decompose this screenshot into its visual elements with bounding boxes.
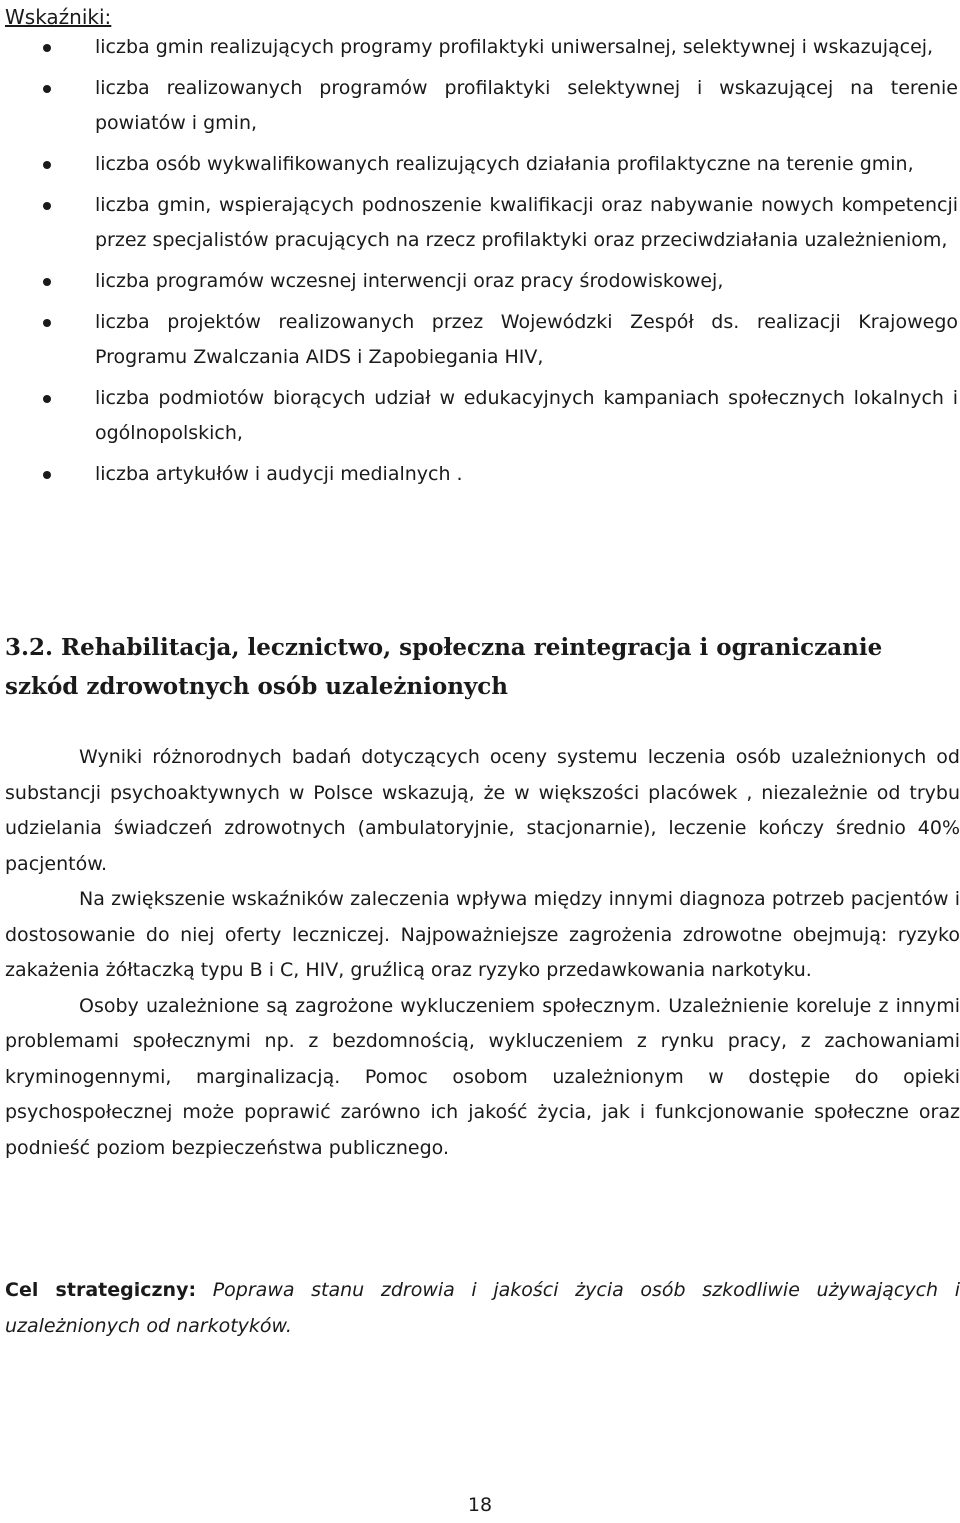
bullet-icon	[43, 202, 51, 210]
bullet-icon	[43, 395, 51, 403]
section-heading: 3.2. Rehabilitacja, lecznictwo, społeczna reintegracja i ograniczanie szkód zdrowotnych osób uzależnionych	[5, 634, 883, 700]
page-number: 18	[467, 1494, 493, 1516]
strategic-goal	[5, 1272, 960, 1344]
list-item-text: liczba gmin realizujących programy profilaktyki uniwersalnej, selektywnej i wskazującej,	[95, 36, 934, 58]
list-item	[0, 457, 960, 492]
bullet-icon	[43, 278, 51, 286]
strategic-goal-text: Poprawa stanu zdrowia i jakości życia osób szkodliwie używających i uzależnionych od narkotyków.	[5, 1279, 960, 1337]
indicators-heading: Wskaźniki:	[5, 5, 112, 29]
list-item-text: liczba programów wczesnej interwencji oraz pracy środowiskowej,	[95, 270, 724, 292]
list-item	[0, 264, 960, 299]
strategic-goal-label: Cel strategiczny:	[5, 1279, 197, 1301]
bullet-icon	[43, 319, 51, 327]
list-item-text: liczba podmiotów biorących udział w edukacyjnych kampaniach społecznych lokalnych i ogólnopolskich,	[95, 387, 958, 444]
list-item-text: liczba realizowanych programów profilaktyki selektywnej i wskazującej na terenie powiatów i gmin,	[95, 77, 958, 134]
list-item	[0, 30, 960, 65]
list-item-text: liczba osób wykwalifikowanych realizujących działania profilaktyczne na terenie gmin,	[95, 153, 914, 175]
list-item	[0, 147, 960, 182]
paragraph: Wyniki różnorodnych badań dotyczących oceny systemu leczenia osób uzależnionych od substancji psychoaktywnych w Polsce wskazują, że w większości placówek , niezależnie od trybu udzielania świadczeń zdrowotnych (ambulatoryjnie, stacjonarnie), leczenie kończy średnio 40% pacjentów.	[5, 746, 960, 875]
indicators-list	[0, 30, 960, 498]
body-text	[5, 740, 960, 1166]
list-item	[0, 188, 960, 258]
list-item-text: liczba gmin, wspierających podnoszenie kwalifikacji oraz nabywanie nowych kompetencji przez specjalistów pracujących na rzecz profilaktyki oraz przeciwdziałania uzależnieniom,	[95, 194, 958, 251]
bullet-icon	[43, 44, 51, 52]
list-item-text: liczba projektów realizowanych przez Wojewódzki Zespół ds. realizacji Krajowego Programu Zwalczania AIDS i Zapobiegania HIV,	[95, 311, 958, 368]
paragraph: Osoby uzależnione są zagrożone wykluczeniem społecznym. Uzależnienie koreluje z innymi problemami społecznymi np. z bezdomnością, wykluczeniem z rynku pracy, z zachowaniami kryminogennymi, marginalizacją. Pomoc osobom uzależnionym w dostępie do opieki psychospołecznej może poprawić zarówno ich jakość życia, jak i funkcjonowanie społeczne oraz podnieść poziom bezpieczeństwa publicznego.	[5, 994, 960, 1159]
list-item-text: liczba artykułów i audycji medialnych .	[95, 463, 463, 485]
bullet-icon	[43, 161, 51, 169]
list-item	[0, 71, 960, 141]
list-item	[0, 305, 960, 375]
bullet-icon	[43, 471, 51, 479]
paragraph: Na zwiększenie wskaźników zaleczenia wpływa między innymi diagnoza potrzeb pacjentów i dostosowanie do niej oferty leczniczej. Najpoważniejsze zagrożenia zdrowotne obejmują: ryzyko zakażenia żółtaczką typu B i C, HIV, gruźlicą oraz ryzyko przedawkowania narkotyku.	[5, 888, 960, 981]
bullet-icon	[43, 85, 51, 93]
list-item	[0, 381, 960, 451]
